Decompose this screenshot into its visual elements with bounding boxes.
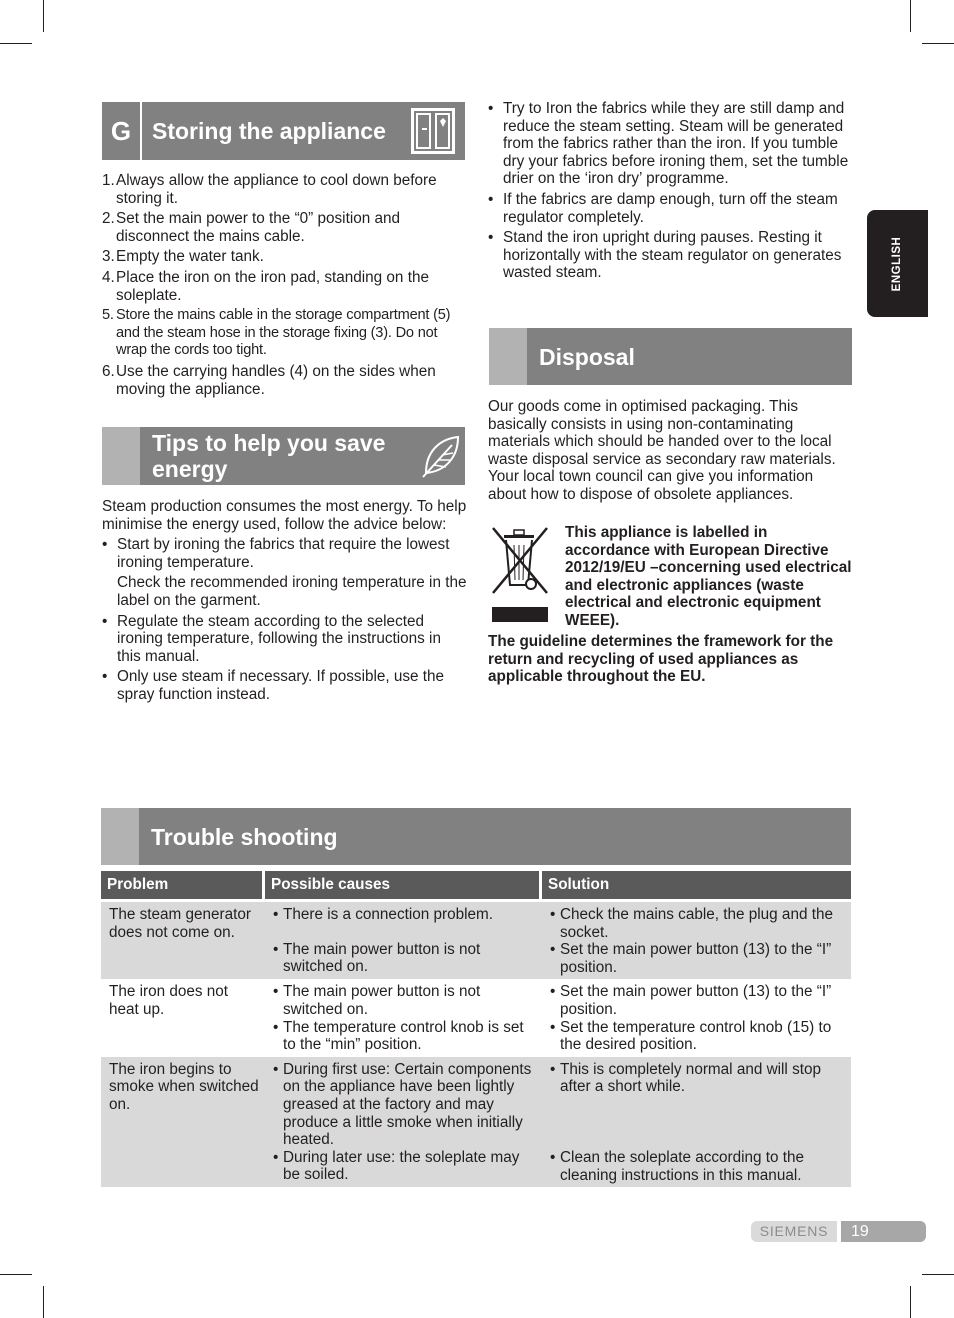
crop-mark [922, 1274, 954, 1275]
storing-steps [102, 172, 467, 401]
crop-mark [910, 1286, 911, 1318]
tips-body [102, 498, 467, 707]
crop-mark [0, 43, 32, 44]
solution-cell: • This is completely normal and will stop after a short while. • Clean the soleplate according to the cleaning instructions in this manual. [542, 1057, 851, 1187]
causes-cell: • During first use: Certain components on the appliance have been lightly greased at the factory and may produce a little smoke when initially heated. • During later use: the soleplate may be soiled. [265, 1057, 542, 1187]
step-item: 6. Use the carrying handles (4) on the sides when moving the appliance. [102, 362, 436, 398]
tips-intro: Steam production consumes the most energy. To help minimise the energy used, follow the advice below: [102, 498, 467, 533]
list-item: • If the fabrics are damp enough, turn off the steam regulator completely. [488, 191, 852, 226]
crop-mark [43, 1286, 44, 1318]
problem-cell: The iron does not heat up. [109, 983, 229, 1018]
solution-cell: • Check the mains cable, the plug and the socket. • Set the main power button (13) to the “I” position. [542, 902, 851, 979]
trouble-section-header [101, 808, 851, 865]
leaf-icon [420, 433, 462, 484]
list-item: • Stand the iron upright during pauses. Resting it horizontally with the steam regulator on generates wasted steam. [488, 229, 852, 282]
trouble-title: Trouble shooting [151, 823, 338, 850]
table-row [101, 1057, 851, 1187]
causes-cell: • There is a connection problem. • The main power button is not switched on. [265, 902, 542, 979]
problem-cell: The steam generator does not come on. [101, 902, 265, 979]
trouble-table [101, 871, 851, 1187]
table-row [101, 902, 851, 979]
step-item: 2. Set the main power to the “0” position and disconnect the mains cable. [102, 210, 401, 245]
disposal-title: Disposal [539, 343, 635, 370]
crop-mark [0, 1274, 32, 1275]
tips-title: Tips to help you save energy [152, 430, 386, 482]
storing-section-header [102, 102, 465, 160]
step-item: 5. Store the mains cable in the storage compartment (5) and the steam hose in the storage fixing (3). Do not wrap the cords too tight. [102, 307, 451, 359]
crop-mark [43, 0, 44, 32]
language-tab [867, 210, 928, 317]
weee-notice: This appliance is labelled in accordance with European Directive 2012/19/EU –concerning used electrical and electronic appliances (waste electrical and electronic equipment WEEE). [565, 524, 852, 629]
list-item: • Only use steam if necessary. If possible, use the spray function instead. [102, 668, 467, 703]
section-letter: G [110, 115, 132, 146]
wardrobe-icon [408, 106, 458, 161]
step-item: 3. Empty the water tank. [102, 248, 264, 266]
step-item: 4. Place the iron on the iron pad, standing on the soleplate. [102, 268, 429, 304]
table-row [101, 979, 851, 1056]
solution-cell: • Set the main power button (13) to the “I” position. • Set the temperature control knob (15) to the desired position. [542, 979, 851, 1056]
weee-bin-icon [490, 525, 550, 630]
tips-more [488, 100, 852, 285]
tips-section-header [102, 427, 465, 485]
disposal-intro: Our goods come in optimised packaging. This basically consists in using non-contaminating materials which should be handed over to the local waste disposal service as secondary raw materials. Your local town council can give you information about how to dispose of obsolete appliances. [488, 398, 836, 503]
list-item: • Regulate the steam according to the selected ironing temperature, following the instructions in this manual. [102, 613, 467, 666]
disposal-section-header [489, 328, 852, 385]
page-footer [751, 1221, 926, 1242]
problem-cell: The iron begins to smoke when switched on. [101, 1057, 265, 1187]
crop-mark [922, 43, 954, 44]
step-item: 1. Always allow the appliance to cool down before storing it. [102, 172, 437, 207]
list-item: • Start by ironing the fabrics that require the lowest ironing temperature. Check the recommended ironing temperature in the label on the garment. [102, 536, 467, 609]
column-header-causes: Possible causes [265, 871, 542, 899]
language-label: ENGLISH [891, 236, 903, 292]
causes-cell: • The main power button is not switched on. • The temperature control knob is set to the “min” position. [265, 979, 542, 1056]
crop-mark [910, 0, 911, 32]
list-item: • Try to Iron the fabrics while they are still damp and reduce the steam setting. Steam will be generated from the fabrics rather than the iron. If you tumble dry your fabrics before ironing them, set the tumble drier on the ‘iron dry’ programme. [488, 100, 852, 188]
column-header-problem: Problem [101, 871, 265, 899]
weee-guideline: The guideline determines the framework for the return and recycling of used appliances as applicable throughout the EU. [488, 633, 834, 686]
brand-label: SIEMENS [751, 1221, 837, 1242]
page-number: 19 [841, 1221, 926, 1242]
storing-title: Storing the appliance [152, 118, 386, 144]
column-header-solution: Solution [542, 871, 851, 899]
